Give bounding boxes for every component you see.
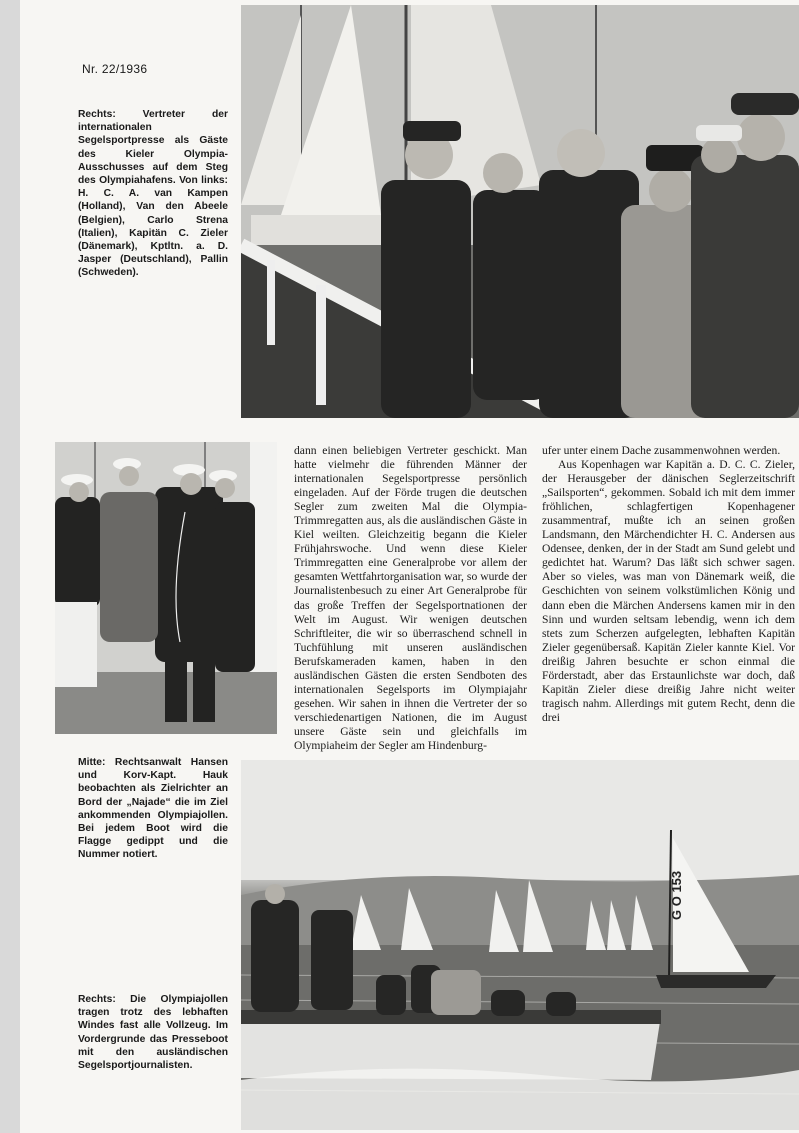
photo-press-representatives-drawing [241,5,799,418]
caption-middle-photo: Mitte: Rechtsanwalt Hansen und Korv-Kapt. Hauk beobachten als Zielrichter an Bord der „Najade“ die im Ziel ankommenden Olympiajollen. Bei jedem Boot wird die Flagge gedippt und die Nummer notiert. [78,757,228,861]
photo-finish-judges [55,442,277,734]
article-column-1 [294,444,527,753]
caption-bottom-photo: Rechts: Die Olympiajollen tragen trotz des lebhaften Windes fast alle Vollzeug. Im Vordergrunde das Presseboot mit den ausländischen Segelsportjournalisten. [78,994,228,1072]
page-spine [0,0,21,1133]
article-column-2-paragraph-1: ufer unter einem Dache zusammenwohnen werden. [542,444,781,457]
article-column-1-text: dann einen beliebigen Vertreter geschickt. Man hatte vielmehr die führenden Männer der internationalen Segelsportpresse persönlich eingeladen. Auf der Förde trugen die deutschen Segler zum zweiten Mal die Olympia-Trimmregatten aus, als die ausländischen Gäste in Kiel weilten. Gleichzeitig begann die Kieler Frühjahrswoche. Und wenn diese Kieler Trimmregatten eine Generalprobe vor allem der gesamten Wettfahrtorganisation war, so wurde der Journalistenbesuch zu einer Art Generalprobe für das große Treffen der Segelsportnationen der Welt im August. Wir wenigen deutschen Schriftleiter, die wir so überraschend schnell in Tuchfühlung mit unseren ausländischen Berufskameraden kamen, haben in den ausländischen Gästen die ersten Sendboten des internationalen Segelsports im Olympiajahr gesehen. Wir sahen in ihnen die Vertreter der so verschiedenartigen Nationen, die im August unsere Gäste sein und gleichfalls im Olympiaheim der Segler am Hindenburg- [294,444,527,752]
photo-olympic-dinghies [241,760,799,1130]
photo-finish-judges-drawing [55,442,277,734]
sail-number: G O 153 [669,870,684,920]
caption-top-photo: Rechts: Vertreter der internationalen Segelsportpresse als Gäste des Kieler Olympia-Ausschusses auf dem Steg des Olympiahafens. Von links: H. C. A. van Kampen (Holland), Van den Abeele (Belgien), Carlo Strena (Italien), Kapitän C. Zieler (Dänemark), Kptltn. a. D. Jasper (Deutschland), Pallin (Schweden). [78,109,228,279]
photo-olympic-dinghies-drawing [241,760,799,1130]
issue-number: Nr. 22/1936 [82,62,148,76]
photo-press-representatives [241,5,799,418]
article-column-2-paragraph-2: Aus Kopenhagen war Kapitän a. D. C. C. Zieler, der Herausgeber der dänischen Seglerzeitschrift „Sailsporten“, gekommen. Sobald ich mit dem immer fröhlichen, schlagfertigen Kopenhagener zusammentraf, mußte ich an seinen großen Landsmann, den Märchendichter H. C. Andersen aus Odensee, denken, der in der Stadt am Sund gelebt und gedichtet hat. Warum? Das läßt sich schwer sagen. Aber so vieles, was man von Dänemark weiß, die Geschichten von seinem volkstümlichen König und dann eben die Märchen Andersens kamen mir in den Sinn und wurden seltsam lebendig, wenn ich dem stets zum Scherzen aufgelegten, lebhaften Kapitän Zieler gegenübersaß. Kapitän Zieler kannte Kiel. Vor dreißig Jahren besuchte er schon einmal die Förderstadt, aber das Erstaunlichste war doch, daß Kapitän Zieler diese dreißig Jahre nicht weiter tragisch nahm. Allerdings mit gutem Recht, denn die drei [542,458,795,724]
article-column-2 [542,444,795,725]
